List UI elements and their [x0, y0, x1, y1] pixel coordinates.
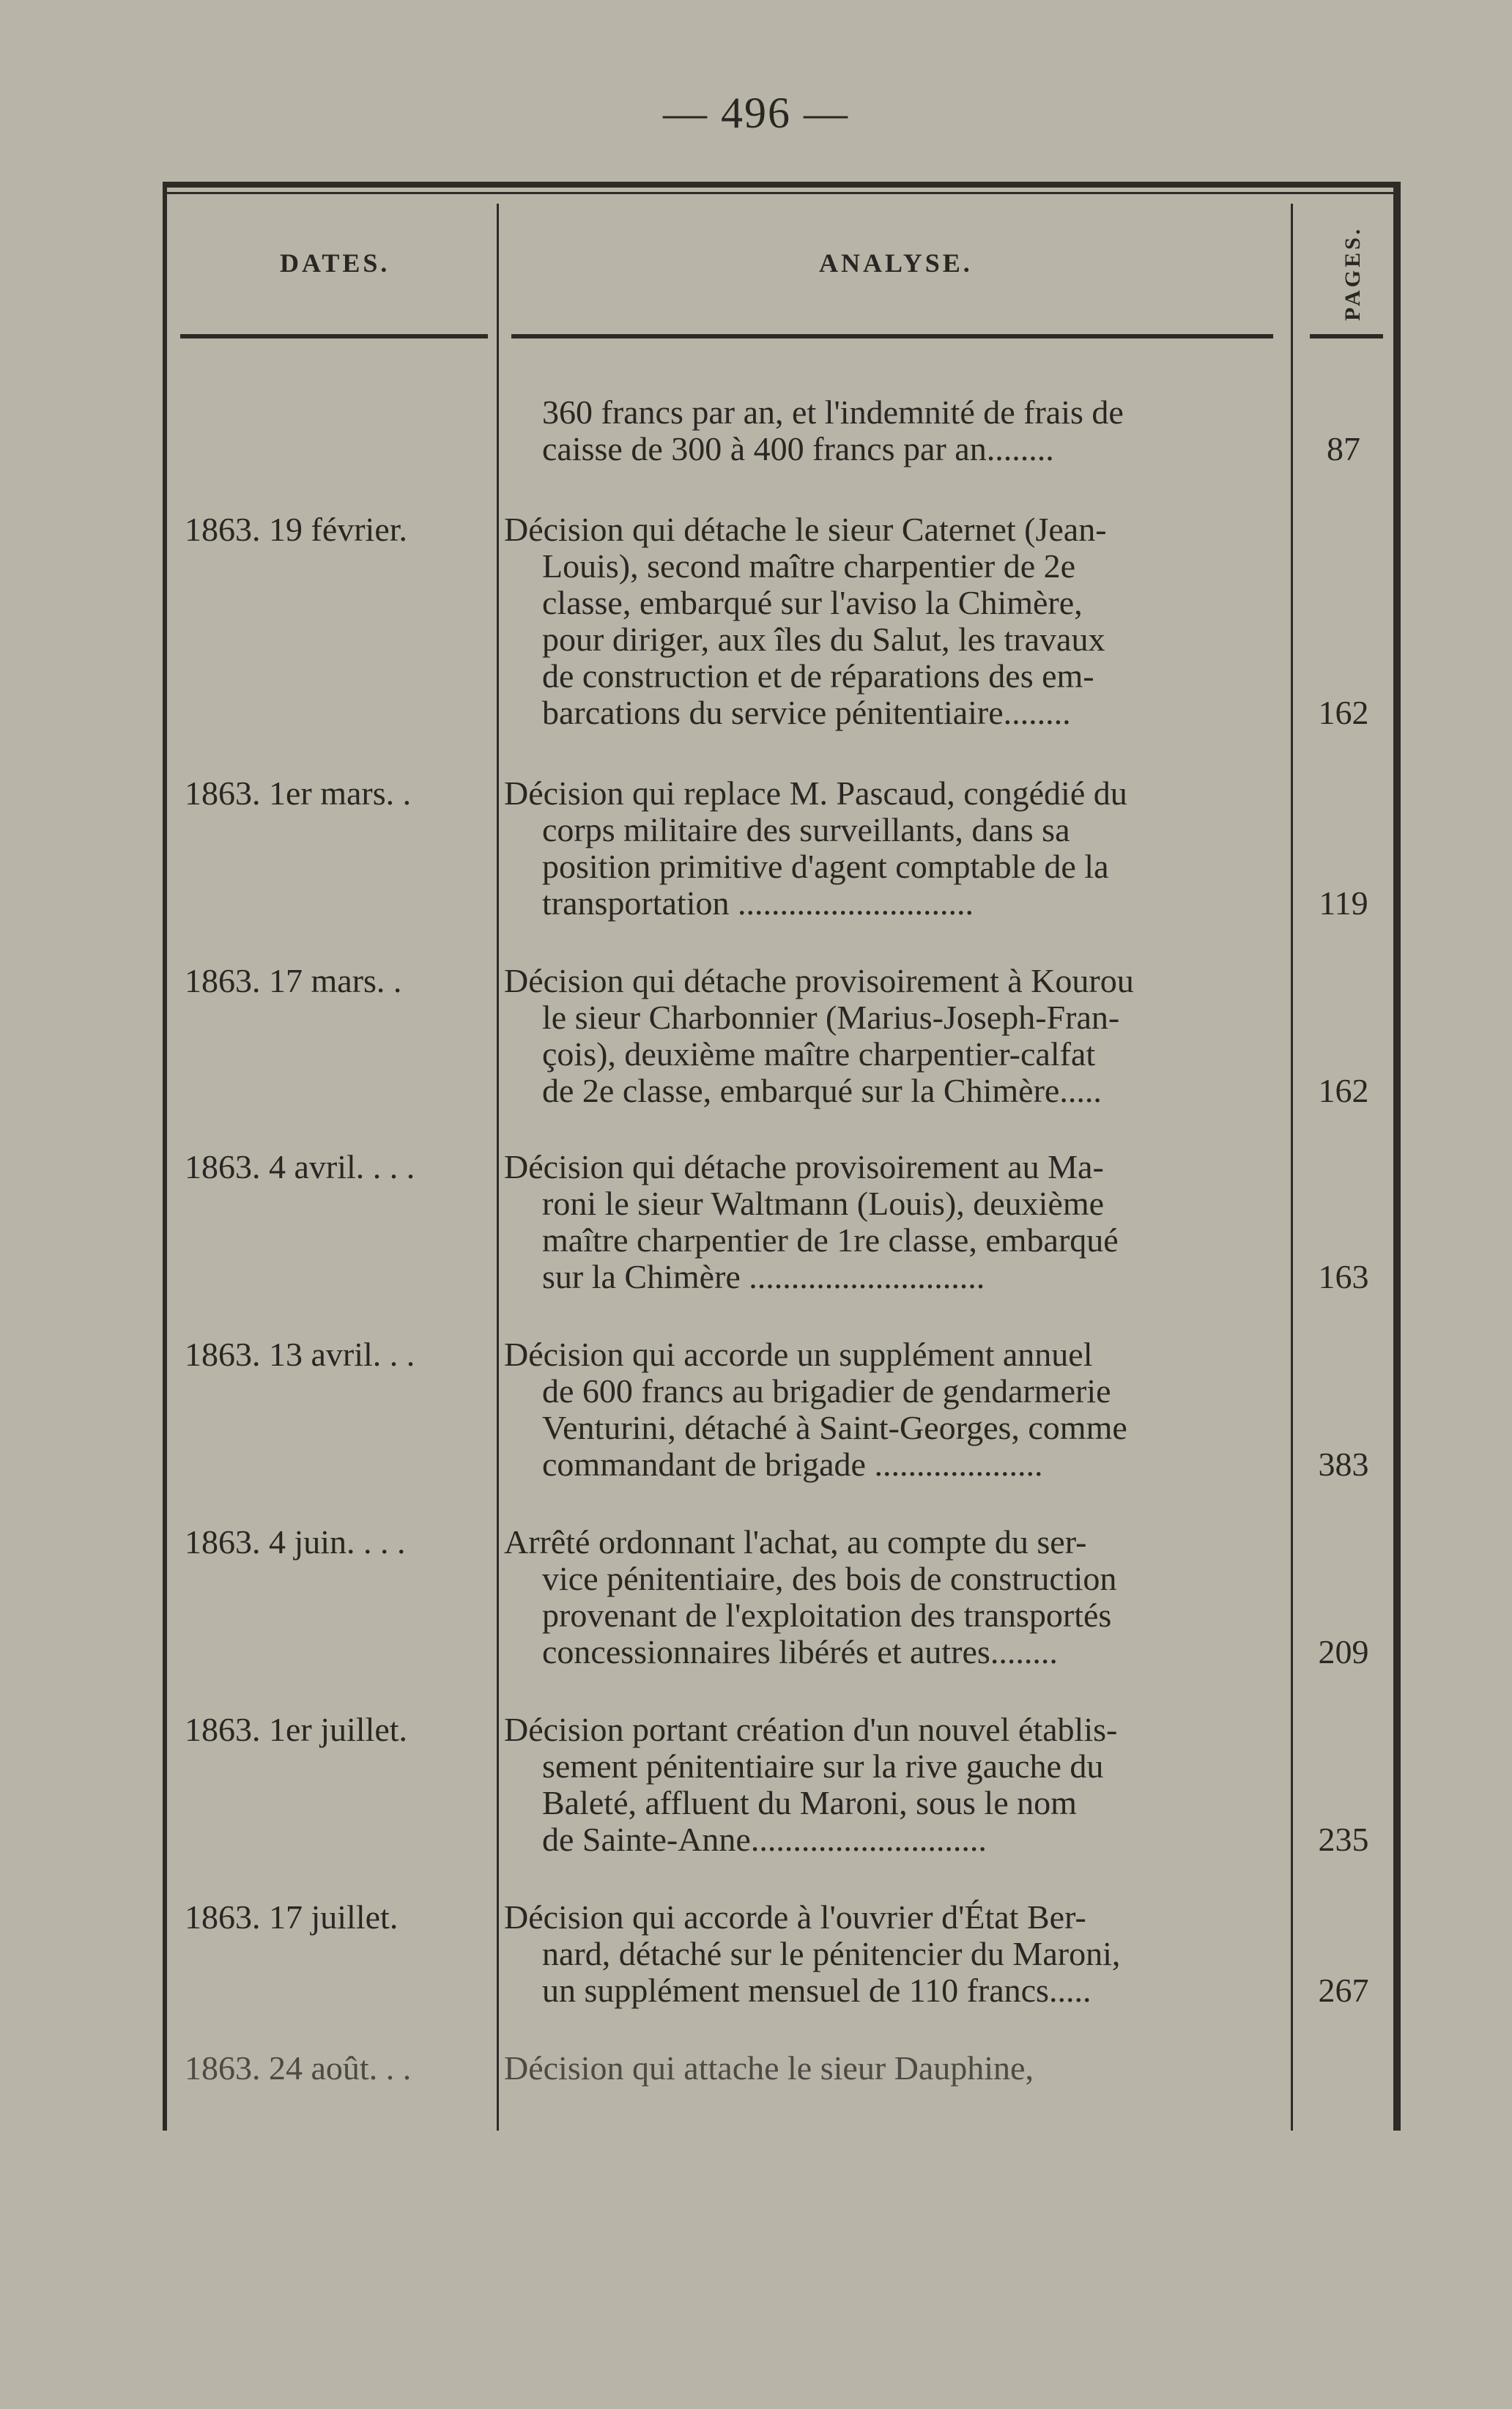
entry-analysis-line: sement pénitentiaire sur la rive gauche du — [542, 1747, 1104, 1785]
entry-analysis-line: Louis), second maître charpentier de 2e — [542, 547, 1076, 585]
entry-page: 209 — [1318, 1633, 1369, 1670]
entry-analysis-line: Décision qui détache provisoirement au Ma- — [504, 1148, 1104, 1185]
entry-analysis-line: position primitive d'agent comptable de la — [542, 848, 1109, 885]
top-rule-thin — [163, 192, 1401, 194]
entry-analysis — [504, 1336, 1286, 1483]
header-rule-analysis — [511, 334, 1273, 338]
header-analysis: ANALYSE. — [819, 248, 973, 278]
entry-analysis — [504, 1524, 1286, 1670]
entry-page: 235 — [1318, 1821, 1369, 1858]
entry-analysis-line: Décision portant création d'un nouvel établis- — [504, 1711, 1118, 1748]
entry-date: 1863. 1er juillet. — [185, 1711, 408, 1748]
entry-page: 87 — [1327, 430, 1360, 467]
header-dates: DATES. — [280, 248, 390, 278]
entry-date: 1863. 4 avril. . . . — [185, 1148, 415, 1185]
entry-analysis-line: Décision qui attache le sieur Dauphine, — [504, 2049, 1034, 2087]
entry-analysis-line: caisse de 300 à 400 francs par an........ — [542, 430, 1054, 467]
entry-analysis-line: Décision qui détache le sieur Caternet (Jean- — [504, 511, 1107, 548]
entry-analysis-line: concessionnaires libérés et autres........ — [542, 1633, 1058, 1670]
entry-date: 1863. 19 février. — [185, 511, 408, 548]
page-number: — 496 — — [663, 89, 849, 137]
entry-analysis-line: le sieur Charbonnier (Marius-Joseph-Fran- — [542, 999, 1120, 1036]
column-divider-dates — [497, 204, 499, 2131]
entry-analysis-line: Décision qui replace M. Pascaud, congédié du — [504, 774, 1127, 812]
entry-analysis-line: Décision qui accorde à l'ouvrier d'État Ber- — [504, 1898, 1086, 1936]
entry-page: 119 — [1319, 884, 1368, 922]
entry-analysis-line: vice pénitentiaire, des bois de construction — [542, 1560, 1117, 1597]
entry-analysis-line: nard, détaché sur le pénitencier du Maroni, — [542, 1935, 1121, 1972]
entry-analysis-line: corps militaire des surveillants, dans sa — [542, 811, 1070, 848]
index-table — [163, 182, 1401, 2131]
entry-analysis-line: çois), deuxième maître charpentier-calfat — [542, 1035, 1096, 1073]
entry-analysis-line: Venturini, détaché à Saint-Georges, comme — [542, 1409, 1127, 1446]
entry-analysis-line: barcations du service pénitentiaire........ — [542, 694, 1071, 731]
entry-page: 162 — [1318, 1072, 1369, 1109]
entry-analysis-line: un supplément mensuel de 110 francs..... — [542, 1972, 1092, 2009]
header-pages: PAGES. — [1341, 226, 1365, 321]
entry-analysis-line: Baleté, affluent du Maroni, sous le nom — [542, 1784, 1077, 1821]
entry-analysis-line: transportation ............................ — [542, 884, 974, 922]
entry-analysis-line: de 600 francs au brigadier de gendarmerie — [542, 1372, 1111, 1410]
entry-analysis — [504, 1712, 1286, 1858]
entry-analysis — [504, 775, 1286, 922]
entry-date: 1863. 17 juillet. — [185, 1898, 399, 1936]
entry-page: 267 — [1318, 1972, 1369, 2009]
entry-analysis-line: 360 francs par an, et l'indemnité de frais de — [542, 393, 1124, 431]
entry-analysis-line: sur la Chimère ............................ — [542, 1258, 985, 1295]
entry-date: 1863. 24 août. . . — [185, 2049, 412, 2087]
entry-analysis — [504, 394, 1286, 467]
entry-analysis-line: de construction et de réparations des em- — [542, 657, 1094, 695]
header-rule-dates — [180, 334, 488, 338]
entry-date: 1863. 13 avril. . . — [185, 1336, 415, 1373]
entry-analysis-line: provenant de l'exploitation des transportés — [542, 1596, 1112, 1634]
entry-analysis-line: roni le sieur Waltmann (Louis), deuxième — [542, 1185, 1105, 1222]
entry-analysis-line: de 2e classe, embarqué sur la Chimère..... — [542, 1072, 1102, 1109]
entry-analysis-line: commandant de brigade .................... — [542, 1446, 1043, 1483]
entry-analysis — [504, 963, 1286, 1109]
entry-analysis-line: de Sainte-Anne............................ — [542, 1821, 987, 1858]
right-border — [1393, 182, 1401, 2131]
entry-analysis — [504, 2050, 1286, 2087]
entry-analysis-line: Arrêté ordonnant l'achat, au compte du ser- — [504, 1523, 1087, 1561]
entry-analysis — [504, 1899, 1286, 2009]
column-divider-analysis — [1291, 204, 1293, 2131]
entry-analysis — [504, 1149, 1286, 1295]
header-rule-pages — [1310, 334, 1383, 338]
entry-date: 1863. 4 juin. . . . — [185, 1523, 406, 1561]
entry-date: 1863. 17 mars. . — [185, 962, 402, 999]
entry-date: 1863. 1er mars. . — [185, 774, 412, 812]
entry-analysis — [504, 511, 1286, 731]
entry-page: 383 — [1318, 1446, 1369, 1483]
entry-analysis-line: pour diriger, aux îles du Salut, les travaux — [542, 621, 1105, 658]
entry-analysis-line: maître charpentier de 1re classe, embarqué — [542, 1221, 1119, 1259]
entry-page: 162 — [1318, 694, 1369, 731]
entry-analysis-line: Décision qui accorde un supplément annuel — [504, 1336, 1093, 1373]
left-border — [163, 182, 167, 2131]
entry-analysis-line: Décision qui détache provisoirement à Kourou — [504, 962, 1134, 999]
entry-analysis-line: classe, embarqué sur l'aviso la Chimère, — [542, 584, 1083, 621]
top-rule — [163, 182, 1401, 188]
entry-page: 163 — [1318, 1258, 1369, 1295]
